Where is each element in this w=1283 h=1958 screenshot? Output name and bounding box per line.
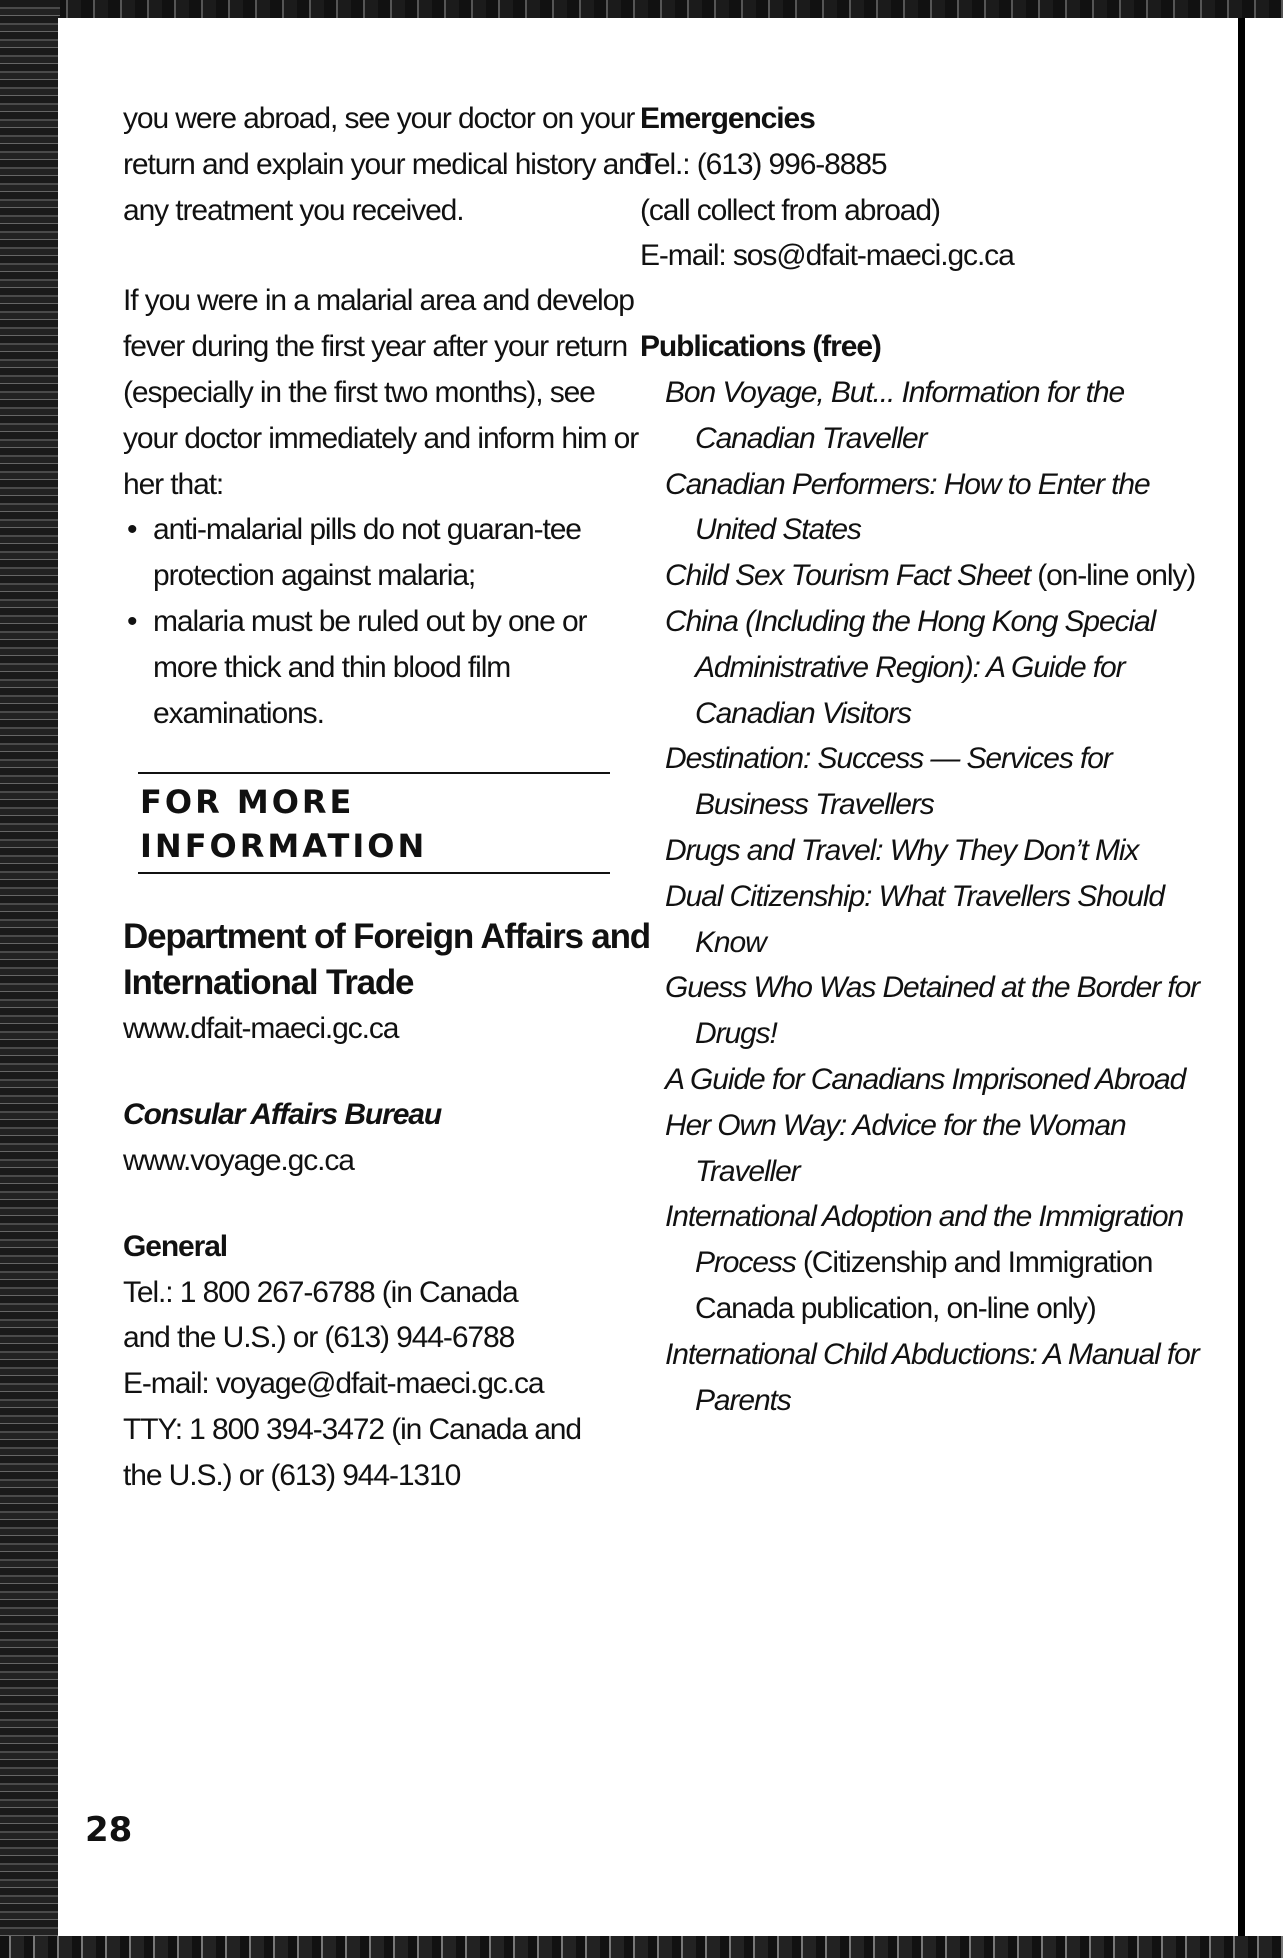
bureau-url: www.voyage.gc.ca — [123, 1143, 354, 1177]
page-number: 28 — [85, 1810, 133, 1850]
publication-title: China (Including the Hong Kong Special Administrative Region): A Guide for Canadian Visitors — [665, 604, 1156, 730]
emergencies-line: E-mail: sos@dfait-maeci.gc.ca — [640, 239, 1014, 273]
publication-item — [640, 370, 1200, 462]
left-column — [123, 96, 653, 1499]
bullet-item: • anti-malarial pills do not guaran-tee protection against malaria; — [123, 507, 653, 599]
dept-name: Department of Foreign Affairs and International Trade — [123, 917, 650, 1003]
general-line: and the U.S.) or (613) 944-6788 — [123, 1321, 515, 1355]
section-heading: FOR MORE INFORMATION — [140, 783, 428, 866]
publication-item — [640, 965, 1200, 1057]
scan-border-left — [0, 0, 60, 1958]
dept-url: www.dfait-maeci.gc.ca — [123, 1012, 399, 1046]
publication-item — [640, 1332, 1200, 1424]
general-line: Tel.: 1 800 267-6788 (in Canada — [123, 1275, 518, 1309]
divider — [138, 872, 610, 874]
bullet-item: • malaria must be ruled out by one or more thick and thin blood film examinations. — [123, 599, 653, 736]
publication-title: Bon Voyage, But... Information for the Canadian Traveller — [665, 375, 1125, 455]
publication-item — [640, 1194, 1200, 1331]
publication-note: (Citizenship and Immigration Canada publication, on-line only) — [695, 1246, 1153, 1325]
intro-paragraph: you were abroad, see your doctor on your return and explain your medical history and any treatment you received. — [123, 102, 650, 227]
publication-title: Drugs and Travel: Why They Don’t Mix — [665, 833, 1139, 867]
publication-title: International Child Abductions: A Manual for Parents — [665, 1337, 1199, 1417]
emergencies-line: Tel.: (613) 996-8885 — [640, 147, 887, 181]
publication-item — [640, 462, 1200, 554]
publication-title: A Guide for Canadians Imprisoned Abroad — [665, 1062, 1186, 1096]
scan-border-top — [0, 0, 1283, 20]
publication-title: Destination: Success — Services for Business Travellers — [665, 742, 1112, 822]
bureau-name: Consular Affairs Bureau — [123, 1098, 442, 1132]
emergencies-line: (call collect from abroad) — [640, 193, 940, 227]
right-column — [640, 96, 1200, 1423]
publication-title: Canadian Performers: How to Enter the United States — [665, 467, 1150, 547]
publication-item — [640, 736, 1200, 828]
publication-item — [640, 1057, 1200, 1103]
publications-heading: Publications (free) — [640, 330, 881, 364]
publication-title: Her Own Way: Advice for the Woman Traveller — [665, 1108, 1126, 1188]
emergencies-heading: Emergencies — [640, 102, 815, 135]
malaria-bullet-list — [123, 507, 653, 736]
publication-item — [640, 599, 1200, 736]
malaria-paragraph: If you were in a malarial area and develop fever during the first year after your return (especially in the first two months), see your doctor immediately and inform him or her that: — [123, 284, 639, 501]
general-line: the U.S.) or (613) 944-1310 — [123, 1458, 461, 1492]
publication-title: International Adoption and the Immigration Process — [665, 1200, 1184, 1280]
publication-item — [640, 874, 1200, 966]
general-line: E-mail: voyage@dfait-maeci.gc.ca — [123, 1367, 544, 1401]
scan-border-bottom — [0, 1936, 1283, 1958]
facing-page-edge — [1238, 18, 1283, 1936]
general-heading: General — [123, 1229, 228, 1263]
publication-title: Dual Citizenship: What Travellers Should Know — [665, 879, 1165, 959]
publication-title: Guess Who Was Detained at the Border for Drugs! — [665, 971, 1200, 1051]
general-line: TTY: 1 800 394-3472 (in Canada and — [123, 1412, 581, 1446]
publication-item — [640, 828, 1200, 874]
publication-item — [640, 553, 1200, 599]
publication-note: (on-line only) — [1037, 559, 1196, 593]
publications-list — [640, 370, 1200, 1423]
publication-item — [640, 1103, 1200, 1195]
publication-title: Child Sex Tourism Fact Sheet — [665, 559, 1030, 593]
